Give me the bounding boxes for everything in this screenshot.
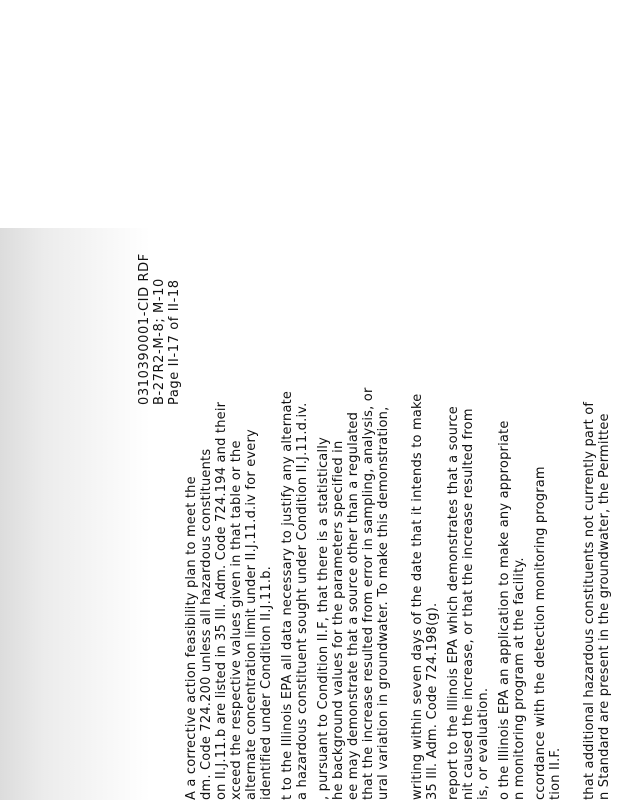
body-line: nit caused the increase, or that the increase resulted from bbox=[461, 408, 476, 800]
header-permit-number: B-27R2-M-8; M-10 bbox=[152, 278, 167, 405]
body-line: tion II.F. bbox=[548, 747, 563, 800]
body-line: that the increase resulted from error in sampling, analysis, or bbox=[361, 387, 376, 800]
body-line: A a corrective action feasibility plan to meet the bbox=[184, 476, 199, 800]
body-line: ee may demonstrate that a source other than a regulated bbox=[346, 411, 361, 800]
body-line: he background values for the parameters specified in bbox=[331, 440, 346, 800]
body-line: a hazardous constituent sought under Condition II.J.11.d.iv. bbox=[295, 402, 310, 800]
body-line: n Standard are present in the groundwater, the Permittee bbox=[597, 413, 612, 800]
body-line: , pursuant to Condition II.F, that there is a statistically bbox=[316, 437, 331, 800]
body-line: ccordance with the detection monitoring program bbox=[533, 466, 548, 800]
header-page-number: Page II-17 of II-18 bbox=[167, 279, 182, 405]
body-line: that additional hazardous constituents not currently part of bbox=[582, 401, 597, 800]
body-line: report to the Illinois EPA which demonstrates that a source bbox=[446, 405, 461, 800]
body-line: ural variation in groundwater. To make this demonstration, bbox=[376, 406, 391, 800]
body-line: 35 Ill. Adm. Code 724.198(g). bbox=[425, 602, 440, 800]
body-line: on II.J.11.b are listed in 35 Ill. Adm. Code 724.194 and their bbox=[214, 401, 229, 800]
body-line: is, or evaluation. bbox=[476, 687, 491, 800]
body-line: identified under Condition II.J.11.b. bbox=[259, 566, 274, 800]
body-line: dm. Code 724.200 unless all hazardous constituents bbox=[199, 448, 214, 800]
body-line: t to the Illinois EPA all data necessary to justify any alternate bbox=[280, 390, 295, 800]
body-line: alternate concentration limit under II.J.11.d.iv for every bbox=[244, 429, 259, 800]
body-line: xceed the respective values given in that table or the bbox=[229, 440, 244, 800]
body-line: n monitoring program at the facility. bbox=[512, 557, 527, 800]
header-document-id: 0310390001-CID RDF bbox=[137, 253, 152, 405]
body-line: writing within seven days of the date that it intends to make bbox=[410, 393, 425, 800]
body-line: o the Illinois EPA an application to make any appropriate bbox=[497, 420, 512, 800]
